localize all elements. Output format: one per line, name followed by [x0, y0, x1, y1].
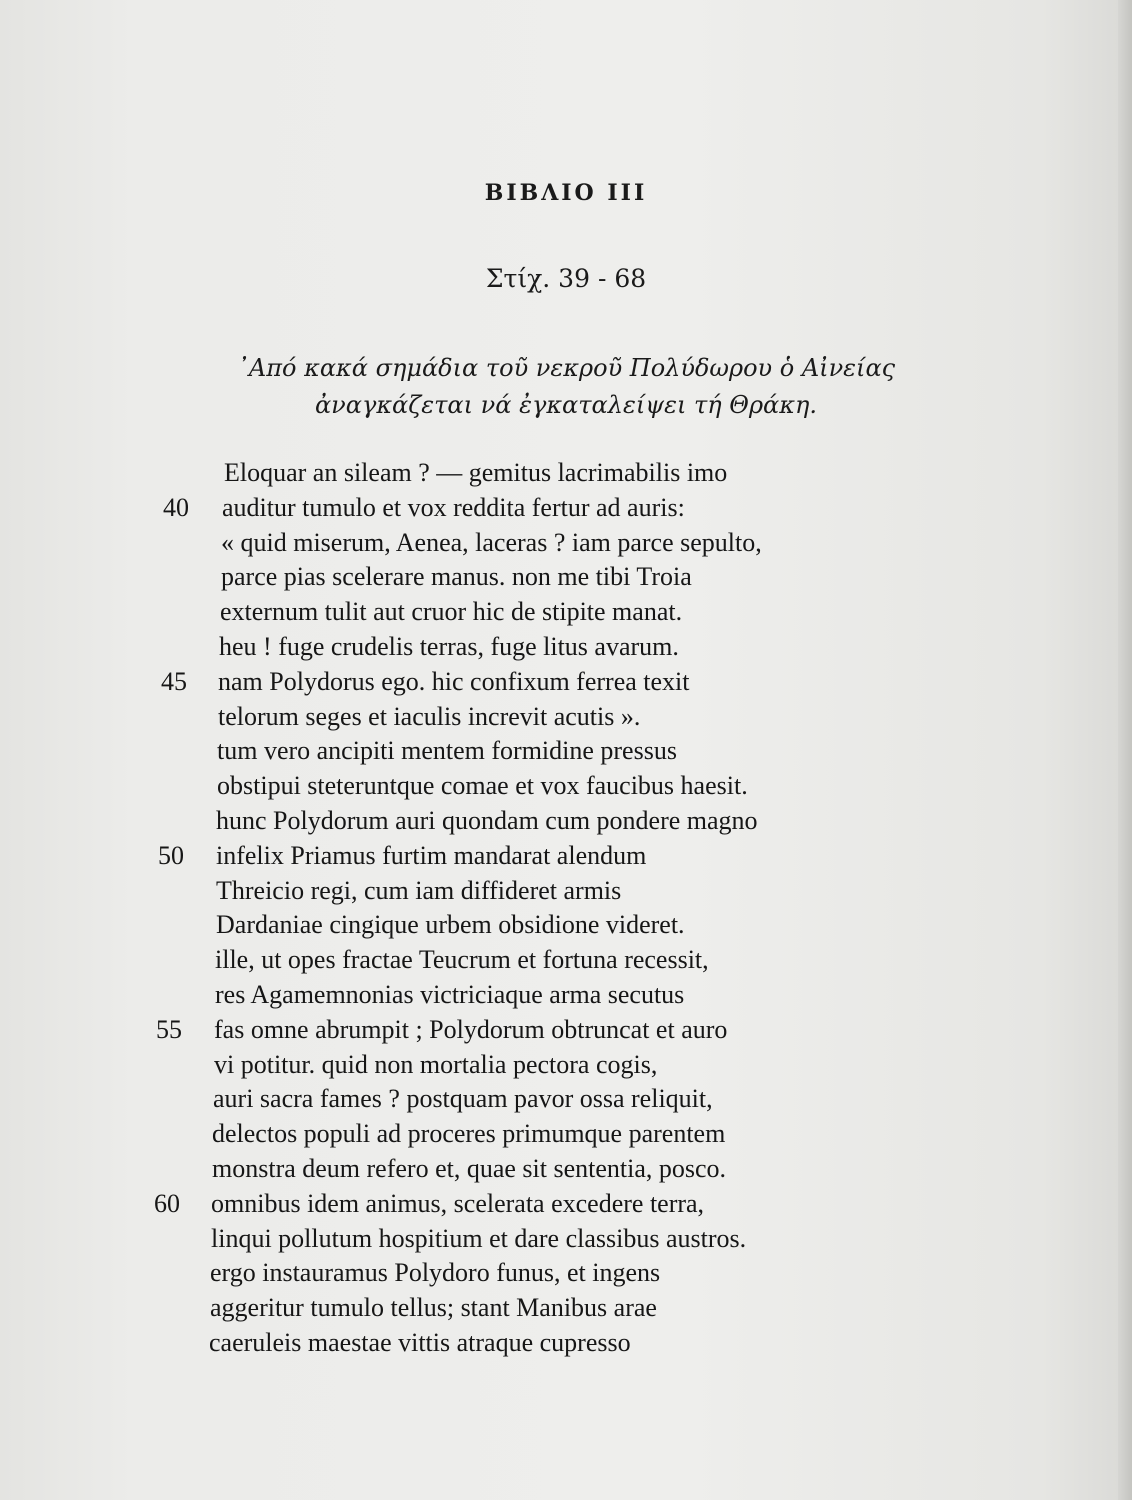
poem-line	[0, 874, 1132, 909]
verse-range: Στίχ. 39 - 68	[485, 264, 647, 293]
summary-line-2: ἀναγκάζεται νά ἐγκαταλείψει τή Θράκη.	[314, 391, 818, 419]
poem-text	[0, 456, 1132, 1361]
poem-line	[0, 1082, 1132, 1117]
poem-line	[0, 665, 1132, 700]
poem-line	[0, 1256, 1132, 1291]
poem-line	[0, 943, 1132, 978]
poem-line	[0, 560, 1132, 595]
line-text: delectos populi ad proceres primumque parentem	[212, 1119, 726, 1149]
line-text: hunc Polydorum auri quondam cum pondere magno	[216, 805, 758, 835]
poem-line	[0, 978, 1132, 1013]
poem-line	[0, 526, 1132, 561]
line-text: Dardaniae cingique urbem obsidione videret.	[216, 910, 685, 940]
line-text: omnibus idem animus, scelerata excedere terra,	[211, 1188, 705, 1218]
summary-line-1: ᾿Από κακά σημάδια τοῦ νεκροῦ Πολύδωρου ὁ Αἰνείας	[236, 354, 896, 382]
line-text: Threicio regi, cum iam diffideret armis	[216, 875, 622, 905]
line-number: 55	[156, 1014, 182, 1044]
poem-line	[0, 804, 1132, 839]
poem-line	[0, 769, 1132, 804]
line-text: caeruleis maestae vittis atraque cupresso	[209, 1327, 631, 1357]
poem-line	[0, 839, 1132, 874]
poem-line	[0, 1291, 1132, 1326]
line-text: tum vero ancipiti mentem formidine pressus	[217, 736, 677, 766]
poem-line	[0, 908, 1132, 943]
poem-line	[0, 734, 1132, 769]
line-text: parce pias scelerare manus. non me tibi Troia	[221, 562, 692, 592]
poem-line	[0, 1187, 1132, 1222]
line-number: 60	[154, 1188, 180, 1218]
line-text: infelix Priamus furtim mandarat alendum	[216, 840, 647, 870]
line-number: 40	[163, 492, 189, 522]
line-number: 45	[161, 666, 187, 696]
poem-line	[0, 595, 1132, 630]
poem-line	[0, 491, 1132, 526]
line-text: fas omne abrumpit ; Polydorum obtruncat et auro	[214, 1014, 728, 1044]
line-text: heu ! fuge crudelis terras, fuge litus avarum.	[219, 631, 679, 661]
poem-line	[0, 1326, 1132, 1361]
line-text: telorum seges et iaculis increvit acutis ».	[218, 701, 641, 731]
section-summary	[0, 350, 1132, 424]
line-text: auditur tumulo et vox reddita fertur ad auris:	[222, 492, 685, 522]
poem-line	[0, 630, 1132, 665]
line-text: obstipui steteruntque comae et vox faucibus haesit.	[217, 771, 748, 801]
poem-line	[0, 700, 1132, 735]
line-text: Eloquar an sileam ? — gemitus lacrimabilis imo	[224, 458, 728, 487]
poem-line	[0, 456, 1132, 491]
line-number: 50	[158, 840, 184, 870]
line-text: ergo instauramus Polydoro funus, et ingens	[210, 1258, 661, 1288]
line-text: nam Polydorus ego. hic confixum ferrea texit	[218, 666, 690, 696]
line-text: « quid miserum, Aenea, laceras ? iam parce sepulto,	[221, 527, 762, 557]
line-text: vi potitur. quid non mortalia pectora cogis,	[214, 1049, 658, 1079]
line-text: linqui pollutum hospitium et dare classibus austros.	[211, 1223, 747, 1253]
line-text: monstra deum refero et, quae sit sententia, posco.	[212, 1153, 727, 1183]
line-text: res Agamemnonias victriciaque arma secutus	[215, 979, 685, 1009]
book-title: ΒΙΒΛΙΟ III	[484, 180, 648, 206]
poem-line	[0, 1152, 1132, 1187]
poem-line	[0, 1222, 1132, 1257]
line-text: auri sacra fames ? postquam pavor ossa reliquit,	[213, 1084, 713, 1114]
poem-line	[0, 1117, 1132, 1152]
line-text: aggeritur tumulo tellus; stant Manibus arae	[210, 1293, 657, 1323]
poem-line	[0, 1048, 1132, 1083]
line-text: ille, ut opes fractae Teucrum et fortuna recessit,	[215, 945, 709, 975]
poem-line	[0, 1013, 1132, 1048]
line-text: externum tulit aut cruor hic de stipite manat.	[220, 597, 683, 627]
